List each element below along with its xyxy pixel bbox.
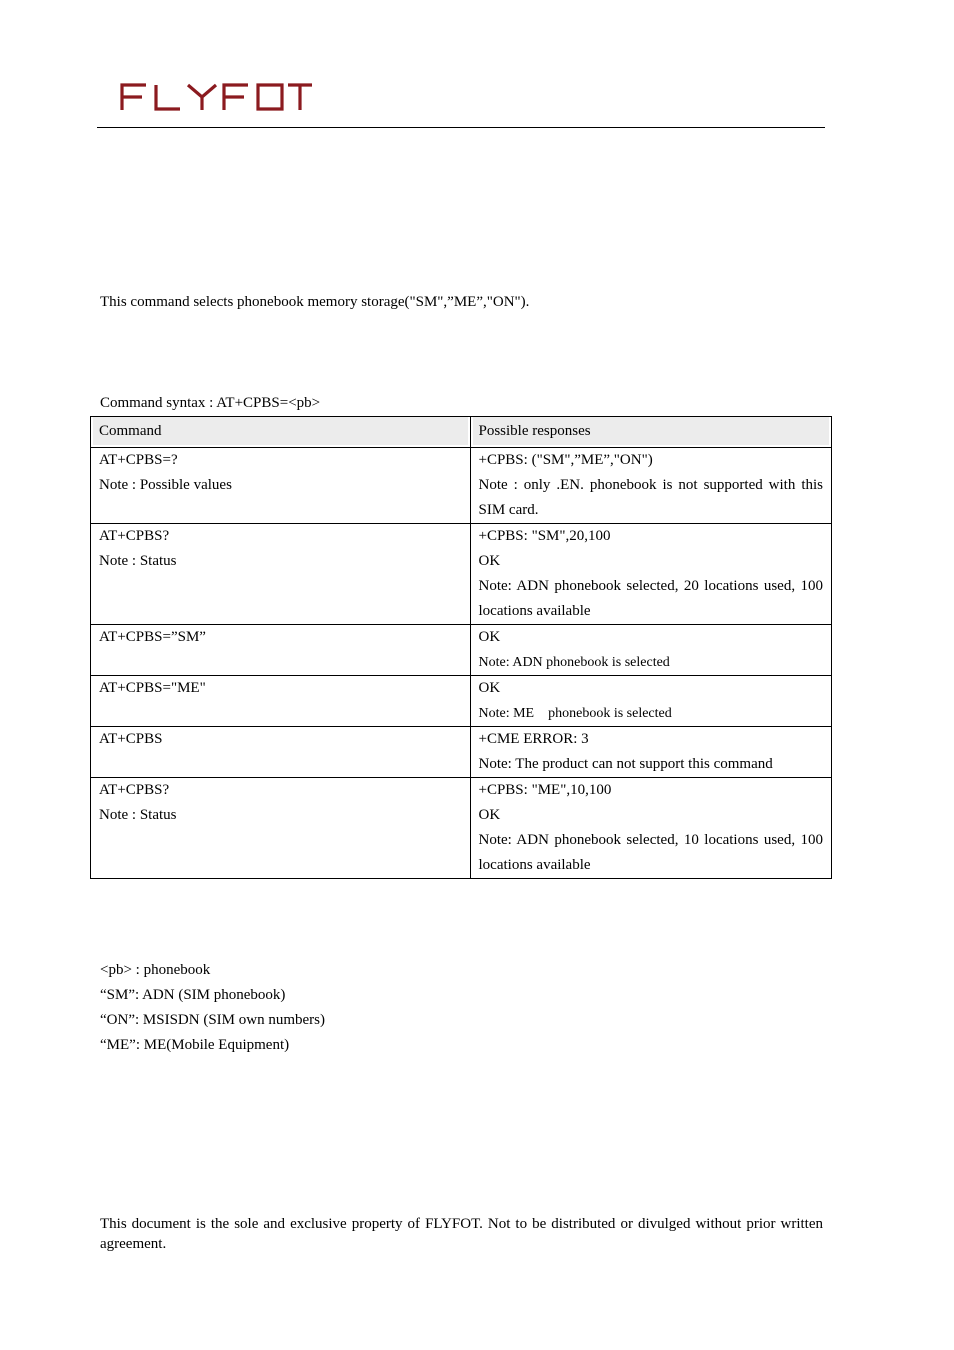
parameter-item: “SM”: ADN (SIM phonebook) [100, 987, 286, 1003]
command-text: AT+CPBS? [99, 528, 170, 544]
response-text: +CPBS: "ME",10,100 [478, 782, 612, 798]
command-cell [91, 625, 471, 676]
command-text: AT+CPBS=”SM” [99, 629, 206, 645]
command-cell [91, 778, 471, 879]
response-cell [470, 524, 832, 625]
response-cell [470, 676, 832, 727]
response-note: Note: The product can not support this command [478, 756, 773, 772]
command-text: AT+CPBS? [99, 782, 170, 798]
column-header-responses: Possible responses [470, 417, 832, 448]
response-note: Note: ADN phonebook selected, 20 locations used, 100 locations available [478, 578, 823, 619]
command-text: AT+CPBS="ME" [99, 680, 206, 696]
command-table [90, 416, 832, 879]
table-row [91, 625, 832, 676]
command-text: AT+CPBS=? [99, 452, 178, 468]
response-cell [470, 727, 832, 778]
table-header-row [91, 417, 832, 448]
command-cell [91, 524, 471, 625]
response-text: OK [478, 807, 501, 823]
response-text: OK [478, 629, 501, 645]
response-text: +CME ERROR: 3 [478, 731, 589, 747]
header-rule [97, 127, 825, 128]
parameter-item: “ON”: MSISDN (SIM own numbers) [100, 1012, 325, 1028]
table-row [91, 727, 832, 778]
response-cell [470, 625, 832, 676]
response-text: OK [478, 680, 501, 696]
command-note: Note : Possible values [99, 477, 232, 493]
command-cell [91, 676, 471, 727]
command-note: Note : Status [99, 553, 177, 569]
command-cell [91, 448, 471, 524]
command-text: AT+CPBS [99, 731, 163, 747]
table-row [91, 676, 832, 727]
response-text: OK [478, 553, 501, 569]
command-cell [91, 727, 471, 778]
parameter-list [100, 958, 325, 1058]
table-row [91, 448, 832, 524]
column-header-command: Command [91, 417, 471, 448]
footer-disclaimer: This document is the sole and exclusive property of FLYFOT. Not to be distributed or divulged without prior written agreement. [100, 1216, 823, 1252]
command-note: Note : Status [99, 807, 177, 823]
parameter-item: “ME”: ME(Mobile Equipment) [100, 1037, 290, 1053]
command-syntax: Command syntax : AT+CPBS=<pb> [100, 395, 321, 411]
response-note: Note: ADN phonebook is selected [478, 655, 670, 670]
response-text: +CPBS: ("SM",”ME”,"ON") [478, 452, 653, 468]
response-cell [470, 448, 832, 524]
response-cell [470, 778, 832, 879]
table-row [91, 778, 832, 879]
response-note: Note: ADN phonebook selected, 10 locations used, 100 locations available [478, 832, 823, 873]
parameter-item: <pb> : phonebook [100, 962, 211, 978]
response-note: Note: ME phonebook is selected [478, 706, 672, 721]
flyfot-logo [118, 82, 314, 112]
response-text: +CPBS: "SM",20,100 [478, 528, 611, 544]
response-note: Note : only .EN. phonebook is not supported with this SIM card. [478, 477, 823, 518]
intro-paragraph: This command selects phonebook memory storage("SM",”ME”,"ON"). [100, 294, 530, 310]
table-row [91, 524, 832, 625]
